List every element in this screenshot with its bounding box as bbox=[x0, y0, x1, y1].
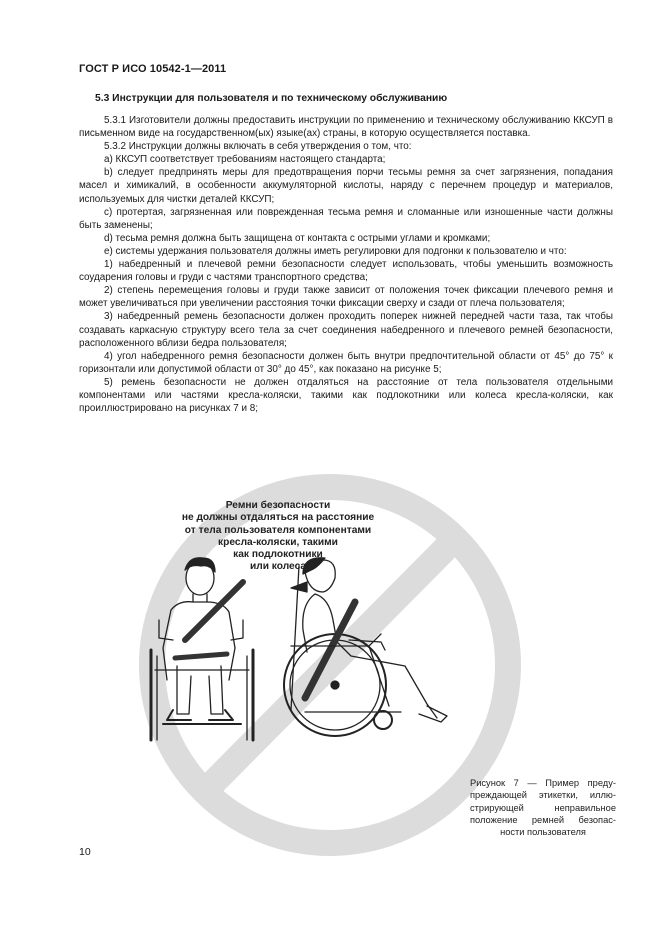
caption-line bbox=[470, 802, 616, 814]
caption-word: ремней bbox=[531, 814, 565, 825]
paragraph: a) ККСУП соответствует требованиям настоящего стандарта; bbox=[104, 154, 386, 166]
caption-word: 7 bbox=[513, 778, 519, 788]
figure-caption bbox=[470, 777, 616, 838]
caption-line bbox=[470, 826, 616, 838]
caption-word: неправильное bbox=[554, 802, 616, 813]
paragraph: b) следует предпринять меры для предотвращения порчи тесьмы ремня за счет загрязнения, попадания масел и химикалий, в особенности аккумуляторной кислоты, наряду с перечнем процедур и материалов, используемых для чистки деталей ККСУП; bbox=[79, 167, 613, 205]
caption-word: преждающей bbox=[470, 790, 527, 801]
warning-line: или колеса bbox=[249, 561, 307, 573]
caption-line bbox=[470, 789, 616, 801]
caption-word: положение bbox=[470, 814, 518, 825]
paragraph: 5) ремень безопасности не должен отдаляться на расстояние от тела пользователя отдельными компонентами или частями кресла-коляски, такими как подлокотники или колеса кресла-коляски, как проиллюстрировано на рисунках 7 и 8; bbox=[79, 376, 613, 415]
paragraph: 1) набедренный и плечевой ремни безопасности следует использовать, чтобы уменьшить возможность соударения головы и груди с частями транспортного средства; bbox=[79, 259, 613, 284]
caption-word: стрирующей bbox=[470, 802, 524, 813]
warning-line: Ремни безопасности bbox=[225, 500, 331, 511]
warning-line: от тела пользователя компонентами bbox=[184, 524, 372, 536]
caption-word: безопас- bbox=[578, 814, 616, 825]
paragraph: 3) набедренный ремень безопасности должен проходить поперек нижней передней части таза, так чтобы создавать каркасную структуру всего тела за счет соединения набедренного и плечевого ремней безопасности, расположенного вблизи бедра пользователя; bbox=[79, 311, 613, 349]
paragraph: 5.3.1 Изготовители должны предоставить инструкции по применению и техническому обслуживанию ККСУП в письменном виде на государственном(ых) языке(ах) страны, в которую осуществляется поставка. bbox=[79, 115, 613, 140]
caption-word: — bbox=[527, 778, 537, 788]
standard-header: ГОСТ Р ИСО 10542-1—2011 bbox=[79, 63, 227, 75]
caption-word: преду- bbox=[587, 778, 616, 788]
paragraph: 4) угол набедренного ремня безопасности должен быть внутри предпочтительной области от 45° до 75° к горизонтали или допустимой области от 30° до 45°, как показано на рисунке 5; bbox=[79, 350, 613, 375]
paragraph: d) тесьма ремня должна быть защищена от контакта с острыми углами и кромками; bbox=[104, 232, 491, 244]
paragraph: c) протертая, загрязненная или поврежденная тесьма ремня и сломанные или изношенные части должны быть заменены; bbox=[79, 206, 613, 231]
warning-line: кресла-коляски, такими bbox=[218, 536, 338, 548]
body-text bbox=[79, 114, 613, 415]
warning-text bbox=[172, 500, 384, 574]
caption-word: Пример bbox=[545, 778, 580, 788]
warning-line: как подлокотники bbox=[233, 549, 323, 561]
page-number: 10 bbox=[79, 846, 91, 858]
caption-line bbox=[470, 777, 616, 789]
paragraph: e) системы удержания пользователя должны иметь регулировки для подгонки к пользователю и что: bbox=[104, 245, 567, 257]
paragraph: 5.3.2 Инструкции должны включать в себя утверждения о том, что: bbox=[104, 141, 412, 153]
caption-line bbox=[470, 814, 616, 826]
paragraph: 2) степень перемещения головы и груди также зависит от положения точек фиксации плечевого ремня и может увеличиваться при увеличении расстояния точки фиксации сверху и сзади от плеча пользователя; bbox=[79, 285, 613, 310]
caption-word: этикетки, bbox=[538, 790, 578, 801]
warning-line: не должны отдаляться на расстояние bbox=[181, 512, 375, 524]
caption-word: иллю- bbox=[589, 790, 616, 801]
section-title: 5.3 Инструкции для пользователя и по техническому обслуживанию bbox=[95, 93, 448, 104]
caption-word: ности пользователя bbox=[500, 827, 586, 838]
caption-word: Рисунок bbox=[470, 778, 506, 788]
